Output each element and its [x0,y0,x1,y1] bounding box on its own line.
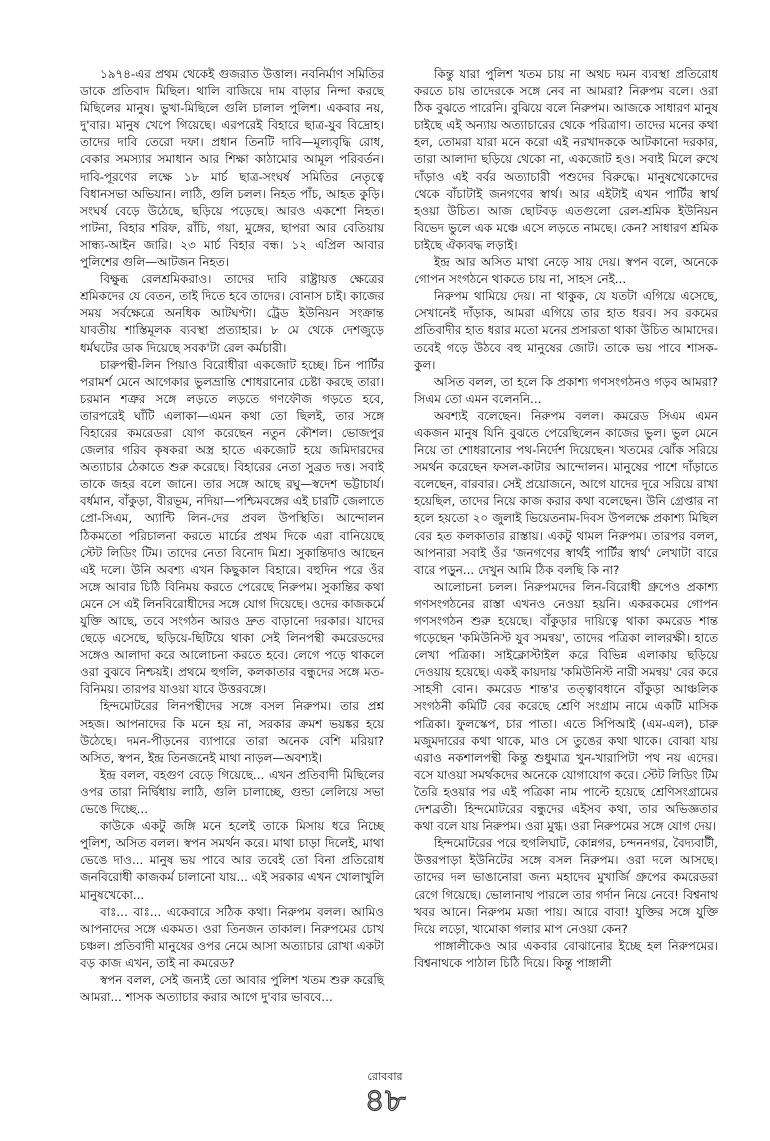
paragraph: নিরুপম থামিয়ে দেয়। না থাকুক, যে যতটা এগিয়ে এসেছে, সেখানেই দাঁড়াক, আমরা এগিয়ে তার হাত ধরব। সব রকমের প্রতিবাদীর হাত ধরার মতো মনের প্রসারতা থাকা উচিত আমাদের। তবেই গড়ে উঠবে বহু মানুষের জোট। তাকে ভয় পাবে শাসক-কুল। [414,289,719,372]
paragraph: হিন্দমোটরের পরে হুগলিঘাট, কোন্নগর, চন্দননগর, বৈদ্যবাটী, উত্তরপাড়া ইউনিটের সঙ্গে বসল নিরুপম। ওরা দলে আসছে। তাদের দল ভাঙানোরা জন্য মহাদেব মুখার্জি গ্রুপের কমরেডরা রেগে গিয়েছে। ভোলানাথ পারলে তার গর্দান নিয়ে নেবে! বিশ্বনাথ খবর আনে। নিরুপম মজা পায়। আরে বাবা! যুক্তির সঙ্গে যুক্তি দিয়ে লড়ো, খামোকা গলার মাপ নেওয়া কেন? [414,836,718,936]
paragraph: ১৯৭৪-এর প্রথম থেকেই গুজরাত উত্তাল। নবনির্মাণ সমিতির ডাকে প্রতিবাদ মিছিল। থালি বাজিয়ে দাম বাড়ার নিন্দা করছে মিছিলের মানুষ। ভুখা-মিছিলে গুলি চালাল পুলিশ। একবার নয়, দু'বার। মানুষ খেপে গিয়েছে। এরপরেই বিহারে ছাত্র-যুব বিদ্রোহ। তাদের দাবি তেরো দফা। প্রধান তিনটি দাবি—মূল্যবৃদ্ধি রোধ, বেকার সমস্যার সমাধান আর শিক্ষা কাঠামোর আমূল পরিবর্তন। দাবি-পূরণের লক্ষে ১৮ মার্চ ছাত্র-সংঘর্ষ সমিতির নেতৃত্বে বিধানসভা অভিযান। লাঠি, গুলি চলল। নিহত পাঁচ, আহত কুড়ি। সংঘর্ষ বেড়ে উঠেছে, ছড়িয়ে পড়েছে। আরও একশো নিহত। পাটনা, বিহার শরিফ, রাঁচি, গয়া, মুঙ্গের, ছাপরা আর বেতিয়ায় সান্ধ্য-আইন জারি। ২৩ মার্চ বিহার বন্ধ। ১২ এপ্রিল আবার পুলিশের গুলি—আটজন নিহত। [80,67,384,270]
paragraph: চারুপন্থী-লিন পিয়াও বিরোধীরা একজোট হচ্ছে। চিন পার্টির পরামর্শ মেনে আগেকার ভুলভ্রান্তি শোধরানোর চেষ্টা করছে তারা। চরমান শত্রুর সঙ্গে লড়তে লড়তে গণফৌজ গড়তে হবে, তারপরেই ঘাঁটি এলাকা—এমন কথা তো ছিলই, তার সঙ্গে বিহারের কমরেডরা যোগ করেছেন নতুন কৌশল। ভোজপুর জেলার গরিব কৃষকরা অস্ত্র হাতে একজোট হয়ে জমিদারদের অত্যাচার ঠেকাতে শুরু করেছে। বিহারের নেতা সুব্রত দত্ত। সবাই তাকে জহর বলে জানে। তার সঙ্গে আছে রঘু—স্বদেশ ভট্টাচার্য। বর্ধমান, বাঁকুড়া, বীরভূম, নদিয়া—পশ্চিমবঙ্গের এই চারটি জেলাতে প্রো-সিএম, অ্যান্টি লিন-দের প্রবল উপস্থিতি। আন্দোলন ঠিকমতো পরিচালনা করতে মার্চের প্রথম দিকে এরা বানিয়েছে স্টেট লিডিং টিম। তাদের নেতা বিনোদ মিশ্র। সুকান্তিদাও আছেন এই দলে। উনি অবশ্য এখন কিছুকাল বিহারে। বহুদিন পরে ওঁর সঙ্গে আবার চিঠি বিনিময় করতে পেরেছে নিরুপম। সুকান্তির কথা মেনে সে এই লিনবিরোধীদের সঙ্গে যোগ দিয়েছে। ওদের কাজকর্মে যুক্তি আছে, তবে সংগঠন আরও দ্রুত বাড়ানো দরকার। যাদের ছেড়ে এসেছে, ছড়িয়ে-ছিটিয়ে থাকা সেই লিনপন্থী কমরেডদের সঙ্গেও আলাদা করে আলোচনা করতে হবে। লেগে পড়ে থাকলে ওরা বুঝবে নিশ্চয়ই। প্রথমে হুগলি, কলকাতার বন্ধুদের সঙ্গে মত-বিনিময়। তারপর যাওয়া যাবে উত্তরবঙ্গে। [80,357,384,697]
paragraph: বিক্ষুব্ধ রেলশ্রমিকরাও। তাদের দাবি রাষ্ট্রায়ত্ত ক্ষেত্রের শ্রমিকদের যে বেতন, তাই দিতে হবে তাদের। বোনাস চাই। কাজের সময় সর্বক্ষেত্রে অনধিক আটঘণ্টা। ট্রেড ইউনিয়ন সংক্রান্ত যাবতীয় শাস্তিমূলক ব্যবস্থা প্রত্যাহার। ৮ মে থেকে দেশজুড়ে ধর্মঘটের ডাক দিয়েছে সবক'টা রেল কর্মচারী। [80,272,384,355]
paragraph: অসিত বলল, তা হলে কি প্রকাশ্য গণসংগঠনও গড়ব আমরা? সিএম তো এমন বলেননি... [414,374,718,406]
right-text-column [414,66,718,972]
magazine-name: রোববার [367,1070,403,1083]
paragraph: হিন্দমোটরের লিনপন্থীদের সঙ্গে বসল নিরুপম। তার প্রশ্ন সহজ। আপনাদের কি মনে হয় না, সরকার ক্রমশ ভয়ঙ্কর হয়ে উঠেছে। দমন-পীড়নের ব্যাপারে তারা অনেক বেশি মরিয়া? অসিত, স্বপন, ইন্দ্র তিনজনেই মাথা নাড়ল—অবশ্যই। [80,699,384,765]
paragraph: ইন্দ্র বলল, বহগুণ বেড়ে গিয়েছে... এখন প্রতিবাদী মিছিলের ওপর তারা নির্দ্বিধায় লাঠি, গুলি চালাচ্ছে, গুন্ডা লেলিয়ে সভা ভেঙে দিচ্ছে... [80,767,384,817]
paragraph: ইন্দ্র আর অসিত মাথা নেড়ে সায় দেয়। স্বপন বলে, অনেকে গোপন সংগঠনে থাকতে চায় না, সাহস নেই... [414,255,718,287]
paragraph: কাউকে একটু জঙ্গি মনে হলেই তাকে মিসায় ধরে নিচ্ছে পুলিশ, অসিত বলল। স্বপন সমর্থন করে। মাথা চাড়া দিলেই, মাথা ভেঙে দাও... মানুষ ভয় পাবে আর তবেই তো বিনা প্রতিরোধ জনবিরোধী কাজকর্ম চালানো যায়... এই সরকার এখন খোলাখুলি মানুষখেকো... [80,819,384,902]
page-number: ৪৮ [364,1081,406,1119]
left-text-column [80,66,384,1006]
paragraph: পাঙ্গালীকেও আর একবার বোঝানোর ইচ্ছে হল নিরুপমের। বিশ্বনাথকে পাঠাল চিঠি দিয়ে। কিন্তু পাঙ্গালী [414,938,718,970]
paragraph: অবশ্যই বলেছেন। নিরুপম বলল। কমরেড সিএম এমন একজন মানুষ যিনি বুঝতে পেরেছিলেন কাজের ভুল। ভুল মেনে নিয়ে তা শোধরানোর পথ-নির্দেশ দিয়েছেন। খতমের ঝোঁক সরিয়ে সমর্থন করেছেন ফসল-কাটার আন্দোলন। মানুষের পাশে দাঁড়াতে বলেছেন, বারবার। সেই প্রয়োজনে, আগে যাদের দূরে সরিয়ে রাখা হয়েছিল, তাদের নিয়ে কাজ করার কথা বলেছেন। উনি গ্রেপ্তার না হলে হয়তো ২০ জুলাই ভিয়েতনাম-দিবস উপলক্ষে প্রকাশ্য মিছিল বের হত কলকাতার রাস্তায়। একটু থামল নিরুপম। তারপর বলল, আপনারা সবাই ওঁর 'জনগণের স্বার্থই পার্টির স্বার্থ' লেখাটা বারে বারে পড়ুন... দেখুন আমি ঠিক বলছি কি না? [414,408,718,577]
paragraph: স্বপন বলল, সেই জন্যই তো আবার পুলিশ খতম শুরু করেছি আমরা... শাসক অত্যাচার করার আগে দু'বার ভাববে... [80,972,384,1005]
paragraph: বাঃ... বাঃ... একেবারে সঠিক কথা। নিরুপম বলল। আমিও আপনাদের সঙ্গে একমত। ওরা তিনজন তাকাল। নিরুপমের চোখ চঞ্চল। প্রতিবাদী মানুষের ওপর নেমে আসা অত্যাচার রোখা একটা বড় কাজ এখন, তাই না কমরেড? [80,904,384,970]
paragraph: কিন্তু যারা পুলিশ খতম চায় না অথচ দমন ব্যবস্থা প্রতিরোধ করতে চায় তাদেরকে সঙ্গে নেব না আমরা? নিরুপম বলে। ওরা ঠিক বুঝতে পারেনি। বুঝিয়ে বলে নিরুপম। আজকে সাধারণ মানুষ চাইছে এই অন্যায় অত্যাচারের থেকে পরিত্রাণ। তাদের মনের কথা হল, তোমরা যারা মনে করো এই নরখাদককে আটকানো দরকার, তারা আলাদা ছড়িয়ে থেকো না, একজোট হও। সবাই মিলে রুখে দাঁড়াও এই বর্বর অত্যাচারী পশুদের বিরুদ্ধে। মানুষখেকোদের থেকে বাঁচাটাই জনগণের স্বার্থ। আর এইটাই এখন পার্টির স্বার্থ হওয়া উচিত। আজ ছোটবড় এতগুলো রেল-শ্রমিক ইউনিয়ন বিভেদ ভুলে এক মঞ্চে এসে লড়তে নামছে। কেন? সাধারণ শ্রমিক চাইছে ঐক্যবদ্ধ লড়াই। [414,67,718,252]
paragraph: আলোচনা চলল। নিরুপমদের লিন-বিরোধী গ্রুপেও প্রকাশ্য গণসংগঠনের রাস্তা এখনও নেওয়া হয়নি। একরকমের গোপন গণসংগঠন শুরু হয়েছে। বাঁকুড়ার দায়িত্বে থাকা কমরেড শান্ত গড়েছেন 'কমিউনিস্ট যুব সমন্বয়', তাদের পত্রিকা লালরক্ষী। হাতে লেখা পত্রিকা। সাইক্লোস্টাইল করে বিভিন্ন এলাকায় ছড়িয়ে দেওয়ায় হয়েছে। একই কায়দায় 'কমিউনিস্ট নারী সমন্বয়' বের করে সাহসী বোন। কমরেড শান্ত'র তত্ত্বাবধানে বাঁকুড়া আঞ্চলিক সংগঠনী কমিটি বের করেছে শ্রেণি সংগ্রাম নামে একটি মাসিক পত্রিকা। ফুলস্কেপ, চার পাতা। এতে সিপিআই (এম-এল), চারু মজুমদারের কথা থাকে, মাও সে তুঙের কথা থাকে। বোঝা যায় এরাও নকশালপন্থী কিন্তু শুধুমাত্র খুন-খারাপিটা পথ নয় এদের। বসে যাওয়া সমর্থকদের অনেকে যোগাযোগ করে। স্টেট লিডিং টিম তৈরি হওয়ার পর এই পত্রিকা নাম পাল্টে হয়েছে শ্রেণিসংগ্রামের দেশব্রতী। হিন্দমোটরের বন্ধুদের এইসব কথা, তার অভিজ্ঞতার কথা বলে যায় নিরুপম। ওরা মুগ্ধ। ওরা নিরুপমের সঙ্গে যোগ দেয়। [414,579,718,834]
